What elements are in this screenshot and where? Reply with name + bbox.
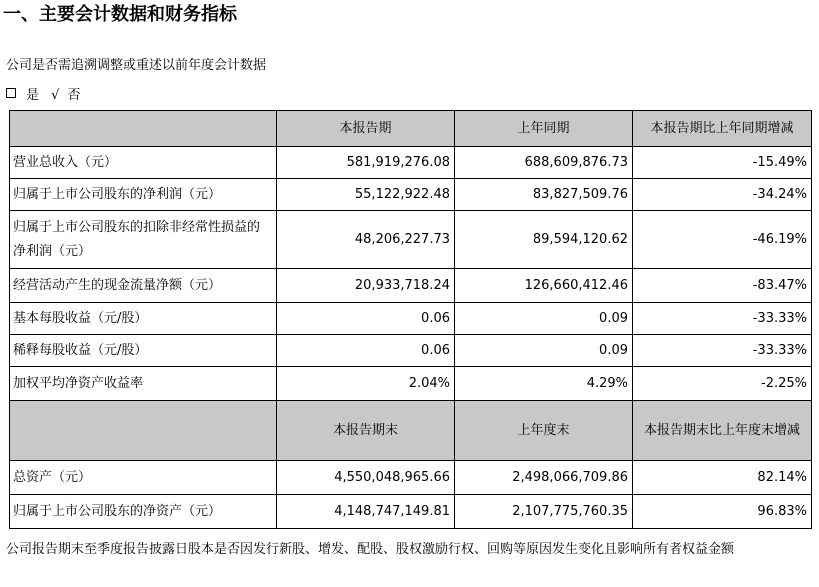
row-label: 归属于上市公司股东的扣除非经常性损益的净利润（元） <box>10 211 277 269</box>
change-value: -83.47% <box>633 269 812 303</box>
prior-value: 0.09 <box>455 335 633 367</box>
checkbox-icon <box>6 88 16 98</box>
change-value: -33.33% <box>633 303 812 335</box>
header-cell <box>10 401 277 461</box>
checkmark: √ <box>51 88 60 103</box>
table-header-row <box>10 111 812 147</box>
current-value: 4,550,048,965.66 <box>277 461 455 495</box>
table-header-row <box>10 401 812 461</box>
table-row <box>10 303 812 335</box>
table-row <box>10 495 812 529</box>
prior-value: 2,107,775,760.35 <box>455 495 633 529</box>
financial-table <box>9 110 812 529</box>
prior-value: 89,594,120.62 <box>455 211 633 269</box>
table-row <box>10 147 812 179</box>
current-value: 581,919,276.08 <box>277 147 455 179</box>
footer-note: 公司报告期末至季度报告披露日股本是否因发行新股、增发、配股、股权激励行权、回购等原因发生变化且影响所有者权益金额 <box>6 542 735 557</box>
option-no: 否 <box>67 88 81 103</box>
current-value: 20,933,718.24 <box>277 269 455 303</box>
row-label: 归属于上市公司股东的净利润（元） <box>10 179 277 211</box>
prior-value: 2,498,066,709.86 <box>455 461 633 495</box>
change-value: 82.14% <box>633 461 812 495</box>
header-cell: 本报告期比上年同期增减 <box>633 111 812 147</box>
current-value: 4,148,747,149.81 <box>277 495 455 529</box>
current-value: 0.06 <box>277 303 455 335</box>
current-value: 55,122,922.48 <box>277 179 455 211</box>
row-label: 加权平均净资产收益率 <box>10 367 277 401</box>
header-cell: 本报告期末比上年度末增减 <box>633 401 812 461</box>
row-label: 总资产（元） <box>10 461 277 495</box>
section-heading: 一、主要会计数据和财务指标 <box>3 4 237 25</box>
header-cell: 本报告期末 <box>277 401 455 461</box>
row-label: 稀释每股收益（元/股） <box>10 335 277 367</box>
header-cell <box>10 111 277 147</box>
table-row <box>10 367 812 401</box>
change-value: -46.19% <box>633 211 812 269</box>
header-cell: 上年度末 <box>455 401 633 461</box>
change-value: -33.33% <box>633 335 812 367</box>
change-value: 96.83% <box>633 495 812 529</box>
table-row <box>10 461 812 495</box>
header-cell: 本报告期 <box>277 111 455 147</box>
table-row <box>10 335 812 367</box>
current-value: 2.04% <box>277 367 455 401</box>
row-label: 归属于上市公司股东的净资产（元） <box>10 495 277 529</box>
change-value: -34.24% <box>633 179 812 211</box>
table-row <box>10 269 812 303</box>
prior-value: 4.29% <box>455 367 633 401</box>
current-value: 0.06 <box>277 335 455 367</box>
option-yes: 是 <box>26 88 40 103</box>
current-value: 48,206,227.73 <box>277 211 455 269</box>
prior-value: 0.09 <box>455 303 633 335</box>
row-label: 经营活动产生的现金流量净额（元） <box>10 269 277 303</box>
prior-value: 126,660,412.46 <box>455 269 633 303</box>
prior-value: 83,827,509.76 <box>455 179 633 211</box>
table-row <box>10 211 812 269</box>
header-cell: 上年同期 <box>455 111 633 147</box>
change-value: -2.25% <box>633 367 812 401</box>
table-row <box>10 179 812 211</box>
row-label: 营业总收入（元） <box>10 147 277 179</box>
change-value: -15.49% <box>633 147 812 179</box>
row-label: 基本每股收益（元/股） <box>10 303 277 335</box>
restate-question: 公司是否需追溯调整或重述以前年度会计数据 <box>6 58 267 73</box>
prior-value: 688,609,876.73 <box>455 147 633 179</box>
restate-options <box>6 86 80 106</box>
